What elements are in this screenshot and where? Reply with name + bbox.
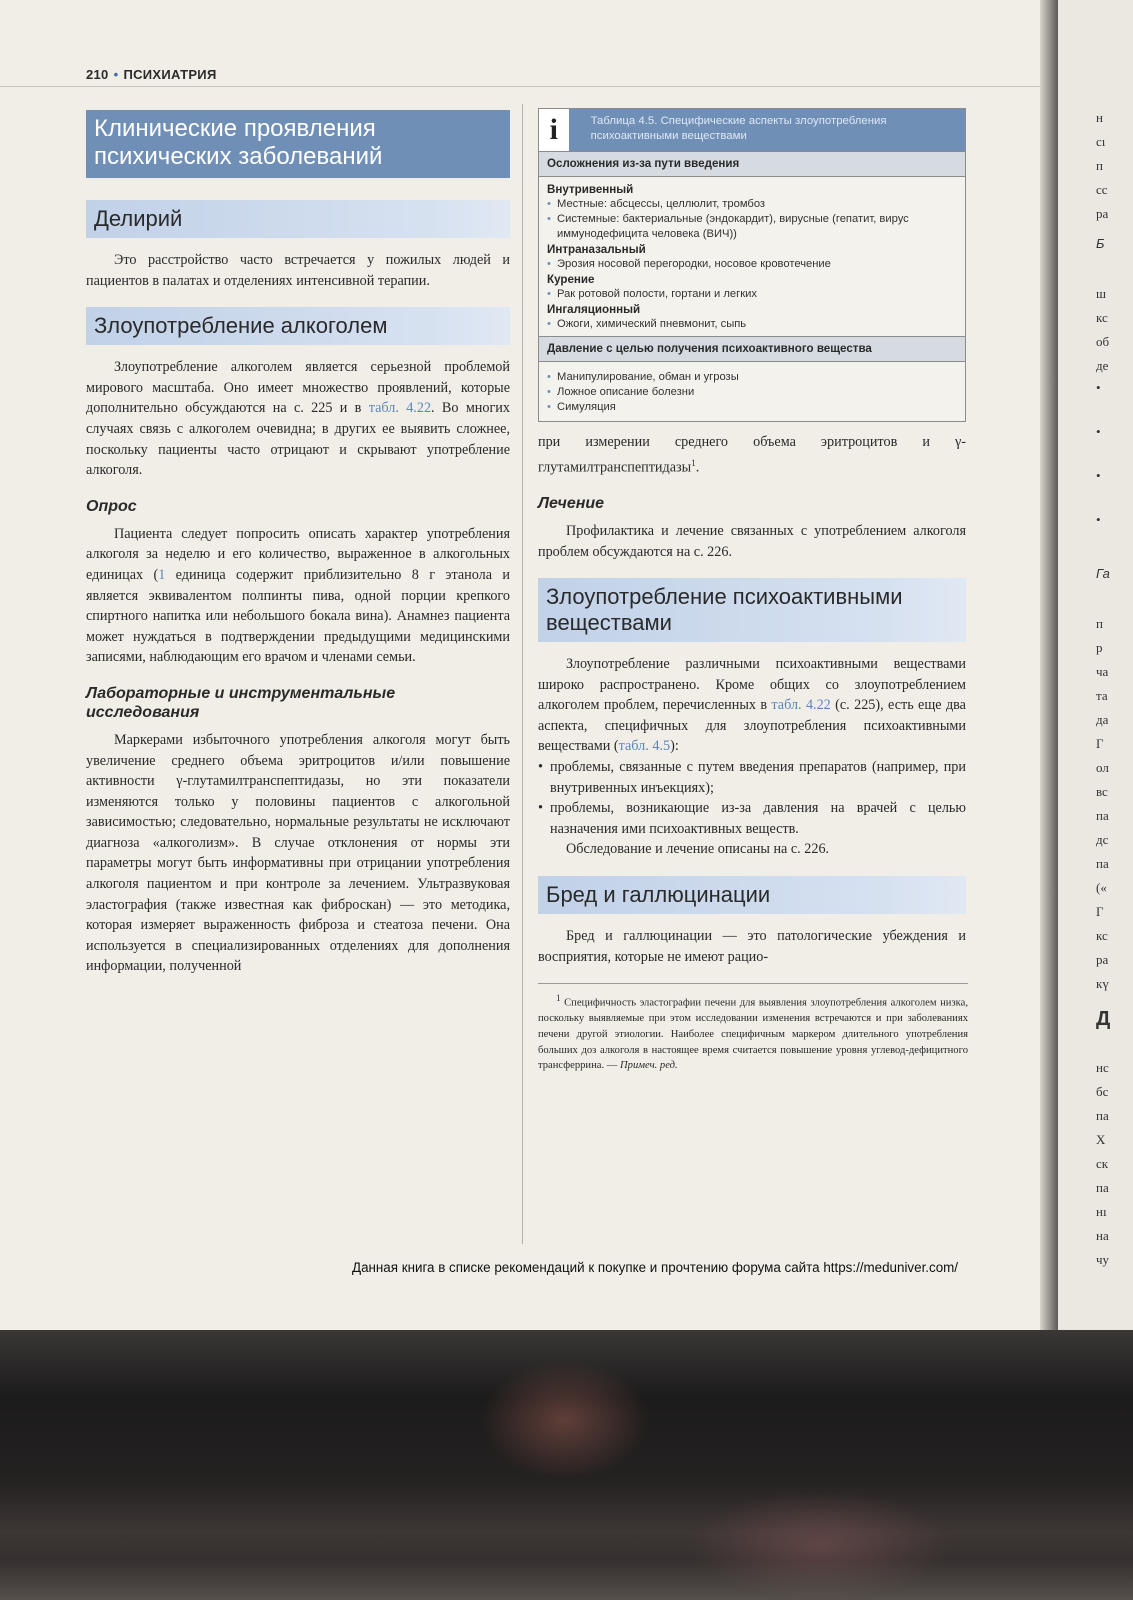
table-body-route xyxy=(539,177,965,336)
next-page-edge: н сı п сс ра Б ш кс об де • • • • Га п р ча та да Г ол вс па дс па (« Г кс ра кү Д нс бс па Х ск па нı на чу xyxy=(1058,0,1133,1330)
substances-closing: Обследование и лечение описаны на с. 226. xyxy=(566,841,830,858)
route-iv: Внутривенный xyxy=(547,183,634,196)
header-rule xyxy=(0,86,1040,87)
footnote-text: $^1$ Специфичность эластографии печени для выявления злоупотребления алкоголем низка, поскольку выявляемые при этом исследовании изменения встречаются и при заболеваниях печени другой этиологии. Наиболее специфичным маркером длительного употребления больших доз алкоголя в настоящее время считается повышение уровня углевод-дефицитного трансферрина. — Примеч. ред. xyxy=(538,993,968,1072)
substances-list xyxy=(538,757,966,839)
left-column xyxy=(86,108,510,977)
delirium-text: Это расстройство часто встречается у пожилых людей и пациентов в палатах и отделениях интенсивной терапии. xyxy=(86,252,510,289)
running-head xyxy=(86,67,217,82)
list-item: • Рак ротовой полости, гортани и легких xyxy=(547,287,957,302)
list-item: • Ожоги, химический пневмонит, сыпь xyxy=(547,317,957,332)
bottom-note: Данная книга в списке рекомендаций к покупке и прочтению форума сайта https://meduniver.com/ xyxy=(352,1260,959,1275)
table-band-route: Осложнения из-за пути введения xyxy=(539,151,965,177)
alcohol-intro: Злоупотребление алкоголем является серьезной проблемой мирового масштаба. Оно имеет множество проявлений, которые дополнительно обсуждаются на с. 225 и в табл. 4.22. Во многих случаях связь с алкоголем очевидна; в других ее выявить сложнее, поскольку пациенты часто отрицают и скрывают употребление алкоголя. xyxy=(86,359,510,479)
footnote-ref[interactable]: 1 xyxy=(691,457,696,468)
heading-delusions: Бред и галлюцинации xyxy=(538,876,966,914)
heading-substances: Злоупотребление психоактивными веществами xyxy=(538,578,966,642)
list-item: • Манипулирование, обман и угрозы xyxy=(547,370,957,385)
column-rule xyxy=(522,104,523,1244)
info-icon: i xyxy=(539,109,571,151)
substances-text: Злоупотребление различными психоактивными веществами широко распространено. Кроме общих со злоупотреблением алкоголем проблем, перечисленных в табл. 4.22 (с. 225), есть еще два аспекта, специфичных для злоупотребления психоактивными веществами (табл. 4.5): xyxy=(538,656,966,755)
route-smoking: Курение xyxy=(547,273,595,286)
right-column xyxy=(538,108,966,1074)
book-gutter xyxy=(1040,0,1058,1330)
heading-alcohol: Злоупотребление алкоголем xyxy=(86,307,510,345)
treatment-text: Профилактика и лечение связанных с употреблением алкоголя проблем обсуждаются на с. 226. xyxy=(538,522,966,560)
table-link[interactable]: табл. 4.5 xyxy=(618,738,671,755)
unit-number: 1 xyxy=(158,566,166,583)
table-body-pressure xyxy=(539,362,965,421)
heading-delirium: Делирий xyxy=(86,200,510,238)
section-name: ПСИХИАТРИЯ xyxy=(123,67,217,82)
table-header xyxy=(539,109,965,151)
footnote xyxy=(538,983,968,1074)
page-number: 210 xyxy=(86,67,109,82)
separator-dot-icon: • xyxy=(113,67,119,82)
list-item: • Местные: абсцессы, целлюлит, тромбоз xyxy=(547,197,957,212)
table-band-pressure: Давление с целью получения психоактивного вещества xyxy=(539,336,965,362)
table-4-5 xyxy=(538,108,966,422)
route-inhalation: Ингаляционный xyxy=(547,303,641,316)
chapter-title: Клинические проявления психических заболеваний xyxy=(86,110,510,178)
photo-background-shadow xyxy=(0,1330,1133,1600)
delusions-text: Бред и галлюцинации — это патологические убеждения и восприятия, которые не имеют рацио- xyxy=(538,928,966,965)
list-item: • Симуляция xyxy=(547,400,957,415)
subheading-survey: Опрос xyxy=(86,497,137,515)
survey-text: Пациента следует попросить описать характер употребления алкоголя за неделю и его количество, выраженное в алкогольных единицах (1 единица содержит приблизительно 8 г этанола и является эквивалентом полпинты пива, одной порции крепкого спиртного напитка или небольшого бокала вина). Анамнез пациента может нуждаться в подтверждении предыдущими медицинскими записями, наблюдающим его врачом и членами семьи. xyxy=(86,525,510,666)
subheading-treatment: Лечение xyxy=(538,494,605,512)
table-link[interactable]: табл. 4.22 xyxy=(368,400,432,417)
table-title: Таблица 4.5. Специфические аспекты злоупотребления психоактивными веществами xyxy=(590,115,887,142)
table-link[interactable]: табл. 4.22 xyxy=(771,697,831,714)
lab-text-continued: при измерении среднего объема эритроцитов и γ-глутамилтранспептидазы$^1$. xyxy=(538,434,966,476)
lab-text: Маркерами избыточного употребления алкоголя могут быть увеличение среднего объема эритроцитов и/или повышение активности γ-глутамилтранспептидазы, но эти показатели изменяются только у половины пациентов с алкогольной зависимостью; следовательно, нормальные результаты не исключают диагноза «алкоголизм». В случае отклонения от нормы эти параметры могут быть информативны при отрицании употребления алкоголя пациентом и при контроле за лечением. Ультразвуковая эластография (также известная как фиброскан) — это методика, которая измеряет выраженность фиброза и стеатоза печени. Она используется в специализированных отделениях для дополнения информации, полученной xyxy=(86,731,510,975)
list-item: • Системные: бактериальные (эндокардит), вирусные (гепатит, вирус иммунодефицита человека (ВИЧ)) xyxy=(547,212,957,242)
list-item: • проблемы, возникающие из-за давления на врачей с целью назначения ими психоактивных веществ. xyxy=(538,798,966,839)
list-item: • Ложное описание болезни xyxy=(547,385,957,400)
subheading-lab: Лабораторные и инструментальные исследования xyxy=(86,684,396,721)
list-item: • проблемы, связанные с путем введения препаратов (например, при внутривенных инъекциях); xyxy=(538,757,966,798)
list-item: • Эрозия носовой перегородки, носовое кровотечение xyxy=(547,257,957,272)
route-intranasal: Интраназальный xyxy=(547,243,646,256)
